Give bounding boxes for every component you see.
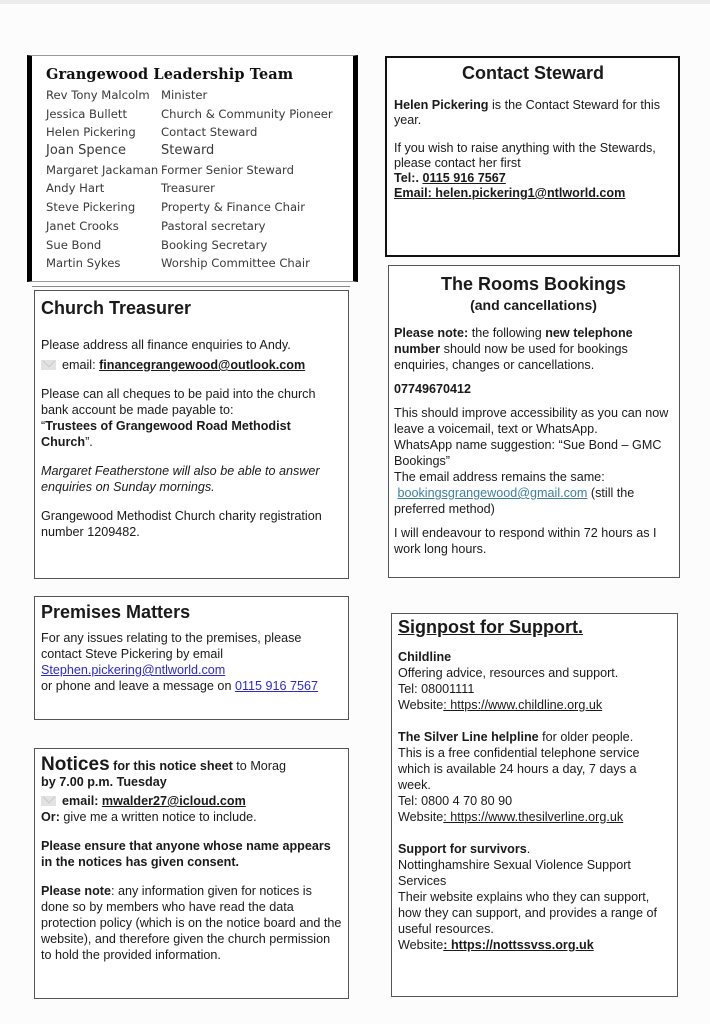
treasurer-address: Please address all finance enquiries to Andy.	[41, 338, 291, 352]
member-name: Janet Crooks	[46, 218, 119, 233]
member-role: Contact Steward	[161, 125, 258, 140]
member-name: Sue Bond	[46, 237, 102, 252]
contact-name: Helen Pickering	[394, 98, 489, 112]
note-text: : any information given for notices is done so by members who have read the data protection policy (which is on the notice board and the website), and therefore given the church permission to hold the provided information.	[41, 884, 342, 962]
quote: “	[41, 419, 46, 433]
envelope-icon	[41, 796, 56, 806]
member-name: Joan Spence	[46, 143, 127, 159]
contact-tel-line	[394, 171, 672, 186]
contact-steward-panel	[385, 56, 680, 257]
notices-note	[41, 883, 342, 963]
silverline-name: The Silver Line helpline	[398, 730, 539, 744]
rooms-note	[394, 325, 673, 373]
member-role: Pastoral secretary	[161, 218, 266, 233]
rooms-title: The Rooms Bookings	[440, 274, 626, 294]
email-label: Email:	[394, 186, 436, 200]
member-role: Worship Committee Chair	[161, 256, 310, 271]
member-role: Property & Finance Chair	[161, 200, 306, 215]
payee: Trustees of Grangewood Road Methodist Church	[41, 419, 291, 449]
childline-website-link[interactable]: : https://www.childline.org.uk	[443, 698, 603, 712]
premises-matters-panel	[34, 596, 349, 720]
member-role: Former Senior Steward	[161, 162, 294, 177]
contact-email-link[interactable]	[394, 186, 625, 200]
leadership-team-panel	[27, 55, 358, 282]
member-name: Jessica Bullett	[46, 106, 127, 121]
rooms-whatsapp: WhatsApp name suggestion: “Sue Bond – GMC Bookings”	[394, 438, 662, 468]
premises-title: Premises Matters	[41, 602, 191, 622]
survivors-org: Nottinghamshire Sexual Violence Support Services	[398, 858, 631, 888]
childline-name: Childline	[398, 650, 452, 664]
note-text: the following	[468, 326, 546, 340]
rooms-respond: I will endeavour to respond within 72 hours as I work long hours.	[394, 526, 657, 556]
rooms-email-line	[394, 485, 673, 517]
survivors-name: Support for survivors	[398, 842, 527, 856]
email-after: (still the preferred method)	[394, 486, 635, 516]
survivors-website-link[interactable]: : https://nottssvss.org.uk	[443, 938, 594, 952]
contact-intro	[394, 98, 672, 128]
or-text: give me a written notice to include.	[59, 810, 257, 824]
divider	[32, 286, 350, 287]
top-bar	[0, 0, 710, 4]
treasurer-title: Church Treasurer	[41, 298, 192, 318]
member-name: Martin Sykes	[46, 256, 121, 271]
signpost-support-panel	[391, 613, 678, 997]
notices-deadline: by 7.00 p.m. Tuesday	[41, 775, 167, 789]
member-name: Margaret Jackaman	[46, 162, 159, 177]
signpost-title: Signpost for Support.	[398, 617, 583, 637]
rooms-email-intro: The email address remains the same:	[394, 470, 605, 484]
survivors-name-rest: .	[526, 842, 531, 856]
rooms-access: This should improve accessibility as you can now leave a voicemail, text or WhatsApp.	[394, 406, 669, 436]
or-label: Or:	[41, 810, 60, 824]
member-name: Andy Hart	[46, 181, 105, 196]
member-role: Church & Community Pioneer	[161, 106, 333, 121]
survivors-entry	[398, 841, 671, 953]
contact-raise: If you wish to raise anything with the Stewards, please contact her first	[394, 141, 656, 170]
treasurer-charity: Grangewood Methodist Church charity registration number 1209482.	[41, 509, 322, 539]
treasurer-cheques	[41, 386, 342, 450]
member-name: Helen Pickering	[46, 125, 136, 140]
member-role: Steward	[161, 143, 215, 159]
contact-tel-link[interactable]: 0115 916 7567	[422, 171, 506, 185]
premises-email-link[interactable]: Stephen.pickering@ntlworld.com	[41, 663, 226, 677]
member-name: Steve Pickering	[46, 200, 136, 215]
notices-heading	[41, 754, 342, 775]
notices-consent: Please ensure that anyone whose name appears in the notices has given consent.	[41, 839, 331, 869]
contact-steward-title: Contact Steward	[461, 63, 605, 83]
contact-email: helen.pickering1@ntlworld.com	[435, 186, 626, 200]
member-role: Minister	[161, 88, 208, 102]
member-row	[46, 254, 353, 273]
childline-tel: Tel: 08001111	[398, 682, 475, 696]
member-row	[46, 198, 353, 217]
tel-label: Tel:.	[394, 171, 423, 185]
leadership-title: Grangewood Leadership Team	[46, 66, 294, 83]
treasurer-email-line	[41, 357, 342, 373]
member-role: Treasurer	[161, 181, 215, 196]
website-label: Website	[398, 810, 444, 824]
silverline-desc: This is a free confidential telephone service which is available 24 hours a day, 7 days a week.	[398, 746, 640, 792]
contact-intro-text: is the Contact Steward for this year.	[394, 98, 660, 127]
member-row	[46, 142, 353, 161]
email-label: email:	[62, 794, 102, 808]
website-label: Website	[398, 698, 444, 712]
premises-text: For any issues relating to the premises, please contact Steve Pickering by email	[41, 631, 302, 661]
notices-email-line	[41, 793, 342, 809]
notices-email-link[interactable]: mwalder27@icloud.com	[101, 794, 246, 808]
note-label: Please note	[41, 884, 111, 898]
notices-or-line	[41, 809, 342, 825]
member-row	[46, 179, 353, 198]
email-label: email:	[62, 358, 100, 372]
website-label: Website	[398, 938, 444, 952]
silverline-website-link[interactable]: : https://www.thesilverline.org.uk	[443, 810, 624, 824]
survivors-desc: Their website explains who they can support, how they can support, and provides a range of useful resources.	[398, 890, 658, 936]
notices-sub-rest: to Morag	[232, 759, 287, 773]
silverline-tel: Tel: 0800 4 70 80 90	[398, 794, 513, 808]
notices-panel	[34, 748, 349, 999]
phone-text: or phone and leave a message on	[41, 679, 235, 693]
member-row	[46, 161, 353, 180]
rooms-email-link[interactable]: bookingsgrangewood@gmail.com	[397, 486, 588, 500]
member-row	[46, 105, 353, 124]
note-label: Please note:	[394, 326, 469, 340]
church-treasurer-panel	[34, 290, 349, 579]
premises-phone-line	[41, 678, 342, 694]
contact-email-line	[394, 186, 672, 201]
member-row	[46, 123, 353, 142]
rooms-phone: 07749670412	[394, 382, 472, 396]
silverline-name-rest: for older people.	[538, 730, 634, 744]
member-row	[46, 86, 353, 105]
member-role: Booking Secretary	[161, 237, 268, 252]
rooms-subtitle: (and cancellations)	[470, 297, 597, 313]
childline-desc: Offering advice, resources and support.	[398, 666, 619, 680]
treasurer-email-link[interactable]: financegrangewood@outlook.com	[99, 358, 306, 372]
member-row	[46, 236, 353, 255]
member-row	[46, 217, 353, 236]
cheques-text: Please can all cheques to be paid into the church bank account be made payable to:	[41, 387, 316, 417]
treasurer-margaret: Margaret Featherstone will also be able to answer enquiries on Sunday mornings.	[41, 464, 320, 494]
rooms-bookings-panel	[388, 265, 680, 578]
note-bold: new telephone number	[394, 326, 633, 356]
member-name: Rev Tony Malcolm	[46, 88, 150, 102]
envelope-icon	[41, 360, 56, 370]
silverline-entry	[398, 729, 671, 825]
note-text: should now be used for bookings enquiries, changes or cancellations.	[394, 342, 628, 372]
childline-entry	[398, 649, 671, 713]
notices-title: Notices	[41, 754, 110, 775]
premises-phone-link[interactable]: 0115 916 7567	[234, 679, 319, 693]
quote: ”.	[85, 435, 93, 449]
notices-sub: for this notice sheet	[109, 759, 233, 773]
